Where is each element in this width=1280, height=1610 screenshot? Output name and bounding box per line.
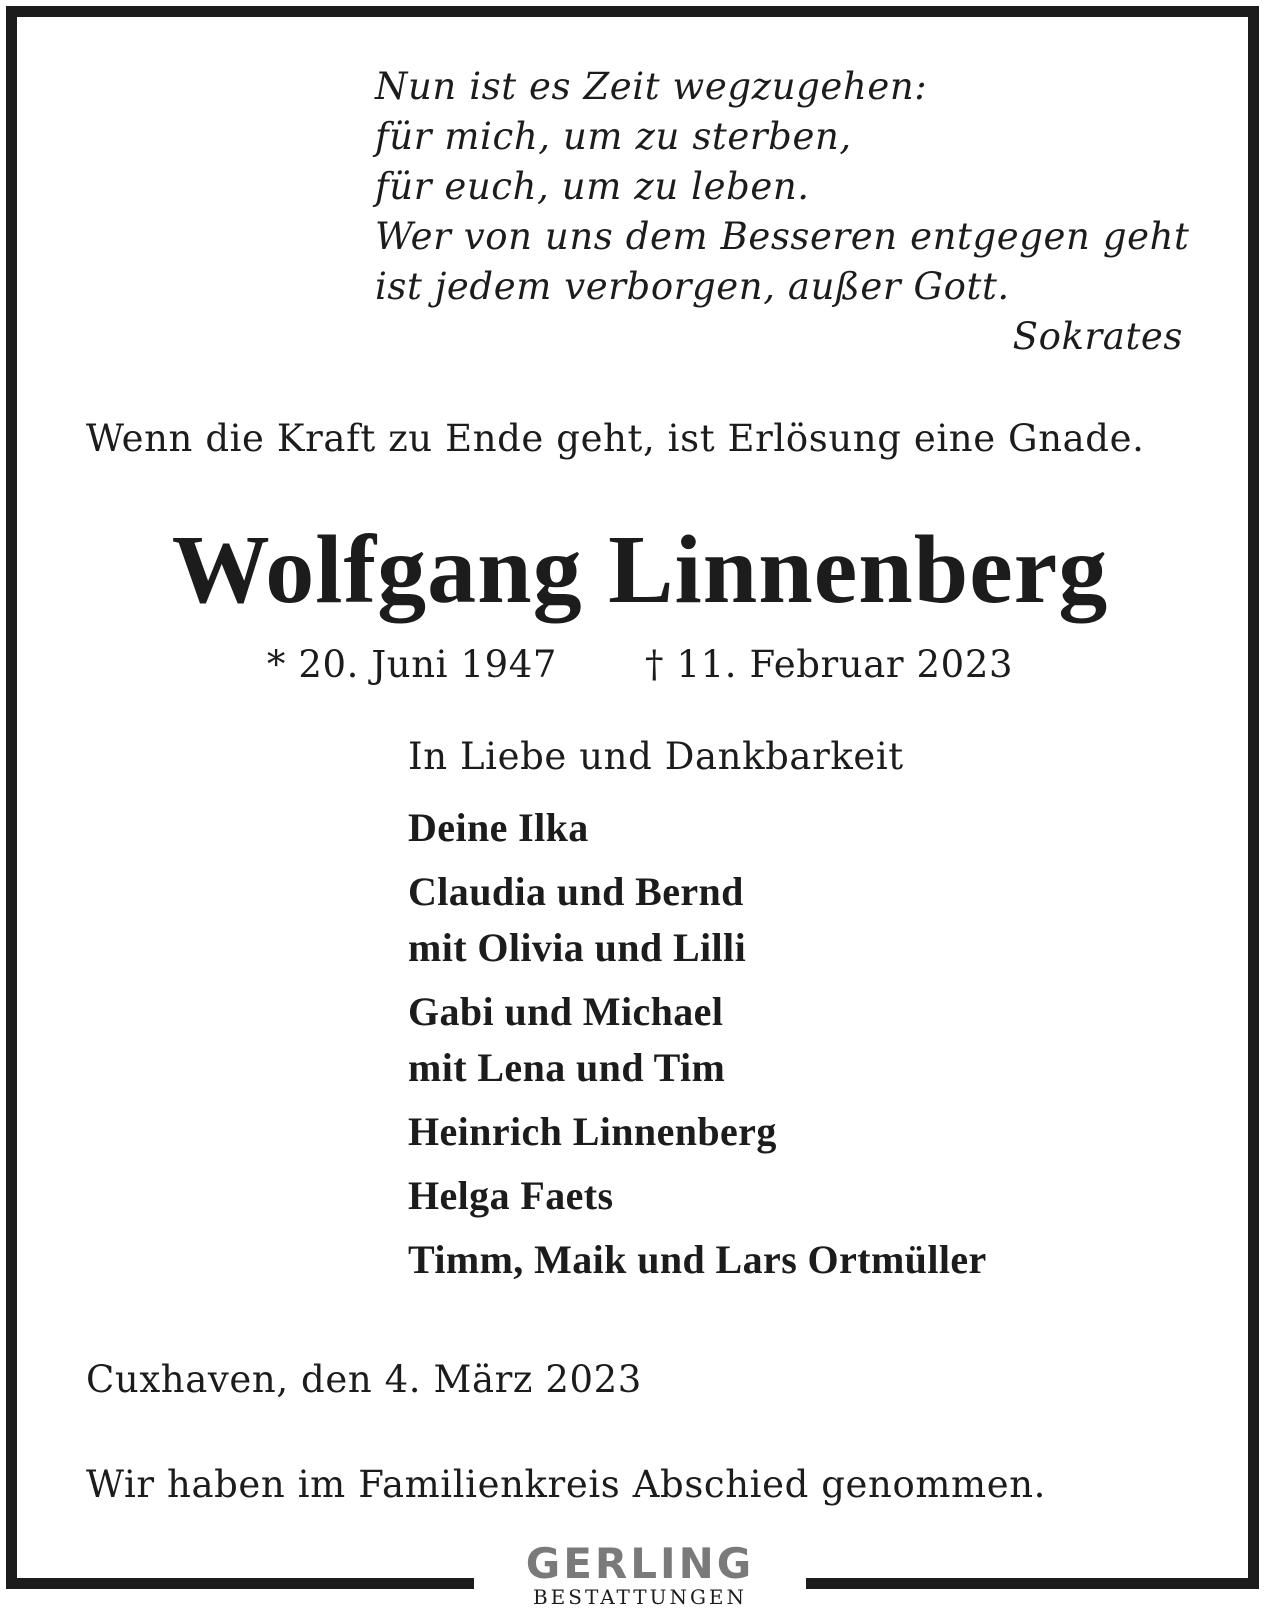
mourner-group	[408, 984, 1228, 1096]
place-and-date: Cuxhaven, den 4. März 2023	[86, 1358, 642, 1401]
quote-line: ist jedem verborgen, außer Gott.	[375, 265, 1010, 308]
mourner-group	[408, 864, 1228, 976]
mourner-line: Helga Faets	[408, 1173, 614, 1218]
mourners-lead: In Liebe und Dankbarkeit	[408, 735, 904, 778]
quote-block	[375, 62, 1215, 312]
death-date: † 11. Februar 2023	[645, 643, 1014, 686]
bottom-rule-right	[806, 1578, 1259, 1589]
quote-line: Nun ist es Zeit wegzugehen:	[375, 65, 928, 108]
mourner-line: Gabi und Michael	[408, 989, 724, 1034]
quote-line: für mich, um zu sterben,	[375, 115, 852, 158]
birth-date: * 20. Juni 1947	[266, 643, 558, 686]
quote-line: Wer von uns dem Besseren entgegen geht	[375, 215, 1190, 258]
mourner-line: Claudia und Bernd	[408, 869, 744, 914]
mourner-line: mit Olivia und Lilli	[408, 925, 747, 970]
logo-wordmark: GERLING	[525, 1539, 755, 1588]
mourner-line: Heinrich Linnenberg	[408, 1109, 777, 1154]
mourner-group	[408, 1232, 1228, 1288]
mourner-group	[408, 1104, 1228, 1160]
quote-author: Sokrates	[1012, 315, 1183, 358]
mourner-line: Deine Ilka	[408, 805, 589, 850]
deceased-name: Wolfgang Linnenberg	[171, 516, 1109, 624]
mourner-line: mit Lena und Tim	[408, 1045, 726, 1090]
intro-sentence: Wenn die Kraft zu Ende geht, ist Erlösung eine Gnade.	[86, 417, 1145, 460]
mourner-line: Timm, Maik und Lars Ortmüller	[408, 1237, 987, 1282]
mourner-group	[408, 800, 1228, 856]
quote-line: für euch, um zu leben.	[375, 165, 810, 208]
life-dates	[0, 640, 1280, 690]
closing-sentence: Wir haben im Familienkreis Abschied genommen.	[86, 1463, 1046, 1506]
mourners-block	[408, 732, 1228, 1296]
logo-subtitle: BESTATTUNGEN	[532, 1585, 748, 1609]
funeral-home-logo	[474, 1539, 806, 1610]
mourner-group	[408, 1168, 1228, 1224]
bottom-rule-left	[6, 1578, 474, 1589]
